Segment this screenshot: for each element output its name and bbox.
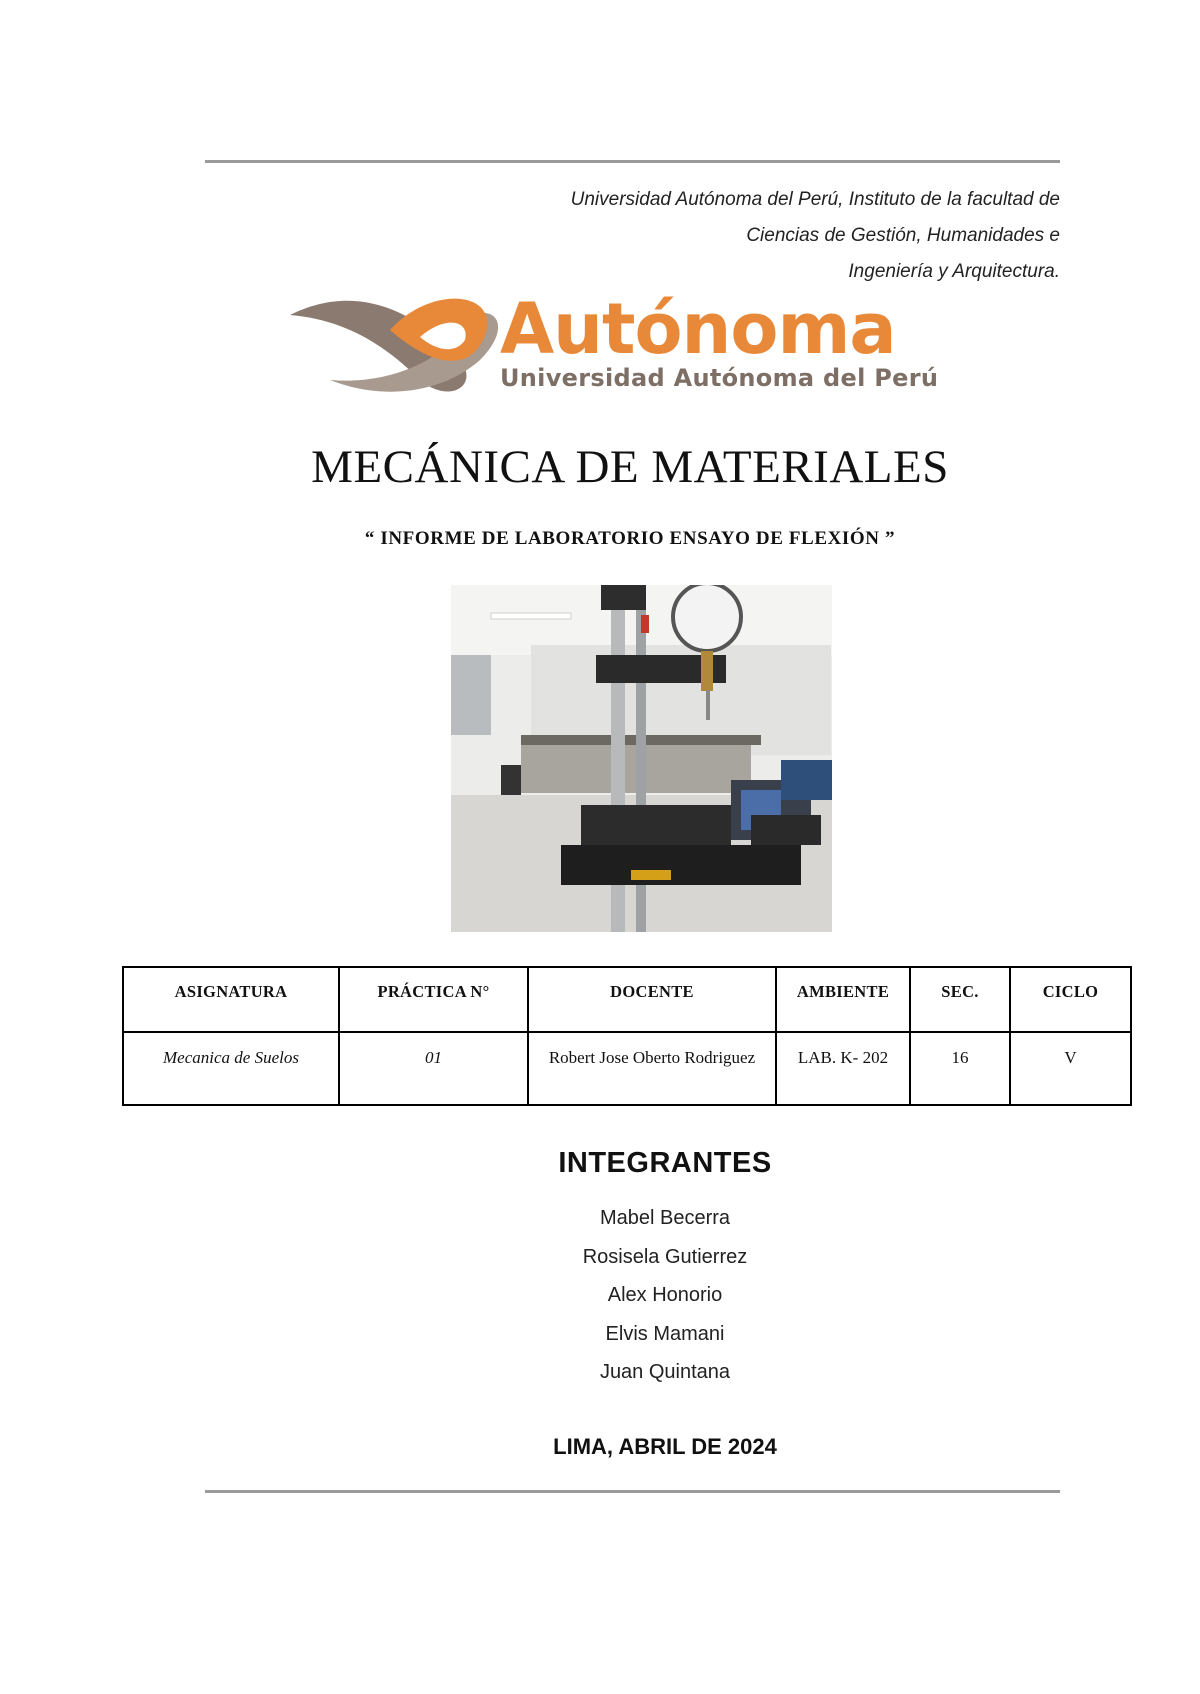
document-subtitle: “ INFORME DE LABORATORIO ENSAYO DE FLEXIÓN ”: [364, 528, 896, 549]
logo-subtitle: Universidad Autónoma del Perú: [500, 364, 939, 392]
logo-wordmark: Autónoma: [500, 288, 896, 370]
list-item: Rosisela Gutierrez: [582, 1245, 748, 1268]
header-ambiente: AMBIENTE: [776, 967, 910, 1032]
header-practica: PRÁCTICA N°: [339, 967, 528, 1032]
header-sec: SEC.: [910, 967, 1010, 1032]
list-item: Alex Honorio: [607, 1284, 723, 1306]
cell-ambiente: LAB. K- 202: [776, 1032, 910, 1105]
header-docente: DOCENTE: [528, 967, 776, 1032]
cell-sec: 16: [910, 1032, 1010, 1105]
header-asignatura: ASIGNATURA: [123, 967, 339, 1032]
list-item: Mabel Becerra: [599, 1207, 731, 1229]
list-item: Elvis Mamani: [605, 1322, 725, 1345]
institution-line-1: Universidad Autónoma del Perú, Instituto de la facultad de: [570, 189, 1060, 210]
document-title: MECÁNICA DE MATERIALES: [311, 441, 949, 493]
cell-ciclo: V: [1010, 1032, 1131, 1105]
members-list: [0, 1199, 1200, 1392]
header-ciclo: CICLO: [1010, 967, 1131, 1032]
course-info-table: [122, 966, 1132, 1106]
institution-line-2: Ciencias de Gestión, Humanidades e: [746, 225, 1060, 246]
institution-line-3: Ingeniería y Arquitectura.: [848, 261, 1060, 282]
lab-photo: [451, 585, 832, 932]
table-header-row: [123, 967, 1131, 1032]
table-row: [123, 1032, 1131, 1105]
cell-practica: 01: [339, 1032, 528, 1105]
top-rule: [205, 160, 1060, 163]
cell-docente: Robert Jose Oberto Rodriguez: [528, 1032, 776, 1105]
list-item: Juan Quintana: [599, 1361, 731, 1383]
members-heading: INTEGRANTES: [558, 1147, 772, 1179]
institution-header: [500, 182, 1060, 290]
bottom-rule: [205, 1490, 1060, 1493]
place-date: LIMA, ABRIL DE 2024: [553, 1434, 777, 1459]
cell-asignatura: Mecanica de Suelos: [123, 1032, 339, 1105]
